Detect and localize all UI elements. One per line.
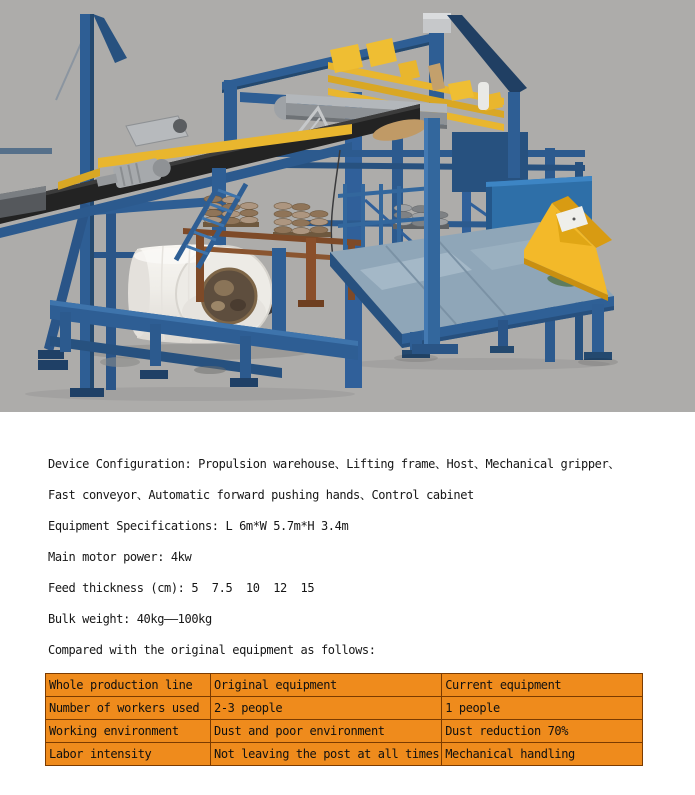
spec-line-device-configuration: Device Configuration: Propulsion warehouse、Lifting frame、Host、Mechanical gripper、 bbox=[48, 457, 620, 471]
table-cell: Not leaving the post at all times bbox=[211, 743, 442, 766]
table-row-header bbox=[46, 674, 643, 697]
spec-line-bulk-weight: Bulk weight: 40kg——100kg bbox=[48, 612, 212, 626]
table-cell: Labor intensity bbox=[46, 743, 211, 766]
spec-line-configuration-continued: Fast conveyor、Automatic forward pushing hands、Control cabinet bbox=[48, 488, 474, 502]
table-row-labor bbox=[46, 743, 643, 766]
table-cell: Whole production line bbox=[46, 674, 211, 697]
spec-line-equipment-specifications: Equipment Specifications: L 6m*W 5.7m*H 3.4m bbox=[48, 519, 349, 533]
table-cell: Working environment bbox=[46, 720, 211, 743]
spec-line-comparison-intro: Compared with the original equipment as follows: bbox=[48, 643, 376, 657]
table-cell: Current equipment bbox=[442, 674, 643, 697]
table-row-environment bbox=[46, 720, 643, 743]
table-cell: 2-3 people bbox=[211, 697, 442, 720]
table-cell: Number of workers used bbox=[46, 697, 211, 720]
table-cell: 1 people bbox=[442, 697, 643, 720]
spec-text-block bbox=[0, 412, 695, 658]
table-cell: Mechanical handling bbox=[442, 743, 643, 766]
pneumatic-cylinder bbox=[478, 82, 489, 110]
spec-line-feed-thickness: Feed thickness (cm): 5 7.5 10 12 15 bbox=[48, 581, 315, 595]
table-cell: Dust reduction 70% bbox=[442, 720, 643, 743]
table-row-workers bbox=[46, 697, 643, 720]
table-cell: Dust and poor environment bbox=[211, 720, 442, 743]
table-cell: Original equipment bbox=[211, 674, 442, 697]
spec-line-main-motor-power: Main motor power: 4kw bbox=[48, 550, 192, 564]
comparison-table bbox=[45, 673, 643, 766]
